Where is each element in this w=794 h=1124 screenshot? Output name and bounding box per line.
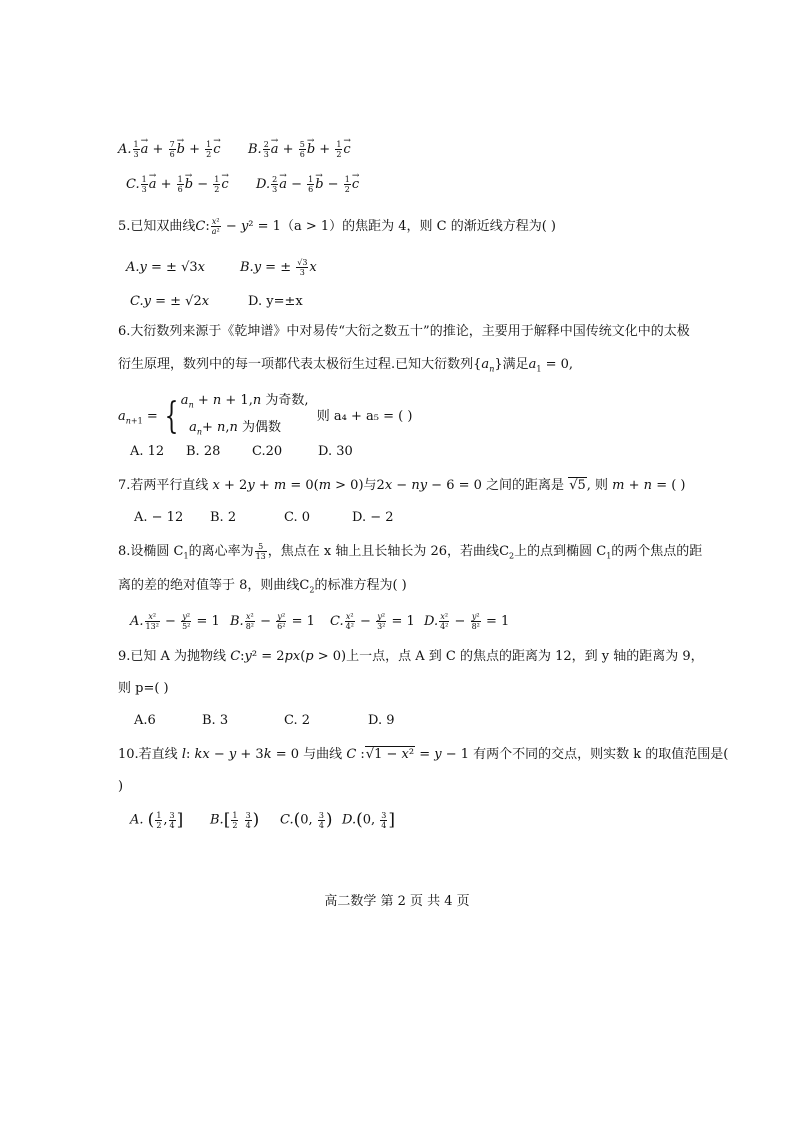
q5-option-a: A.y = ± √3x bbox=[126, 260, 205, 275]
q9-option-b: B. 3 bbox=[202, 713, 229, 728]
q9-option-d: D. 9 bbox=[368, 713, 395, 728]
q7-option-c: C. 0 bbox=[284, 510, 311, 525]
q4-option-a: A. $\frac{1}{3}$ → a + $\frac{7}{6}$ → b + $\frac{1}{2}$ → c bbox=[118, 140, 221, 160]
q10-line1: 10.若直线 l: kx − y + 3k = 0 与曲线 C :√1 − x² = y − 1 有两个不同的交点，则实数 k 的取值范围是( bbox=[118, 747, 729, 762]
q4-option-b: B. $\frac{2}{3}$ → a + $\frac{5}{6}$ → b + $\frac{1}{2}$ → c bbox=[248, 140, 351, 160]
q7-option-a: A. − 12 bbox=[134, 510, 184, 525]
q9-option-a: A.6 bbox=[134, 713, 156, 728]
q8-line2: 离的差的绝对值等于 8，则曲线$C_2$的标准方程为( ) bbox=[118, 578, 407, 595]
q8-option-a: A. $\frac{\text{x²}}{\text{13²}}$ − $\frac{\text{y²}}{\text{5²}}$ = 1 bbox=[130, 612, 220, 631]
q5-option-b: B.y = ± $\frac{√3}{3}$ x bbox=[240, 258, 317, 277]
q10-option-c: C.(0, $\frac{3}{4}$ ) bbox=[280, 810, 333, 830]
q7-option-d: D. − 2 bbox=[352, 510, 394, 525]
q6-line1: 6.大衍数列来源于《乾坤谱》中对易传“大衍之数五十”的推论，主要用于解释中国传统文化中的太极 bbox=[118, 324, 690, 339]
q7-option-b: B. 2 bbox=[210, 510, 237, 525]
q10-option-b: B.[ $\frac{1}{2}$ $\frac{3}{4}$ ) bbox=[210, 810, 260, 830]
q6-recurrence: $a_{n+1}$ = { $a_n + n + 1,n$ 为奇数, $a_n+ n,n$ 为偶数 则 a₄ + a₅ = ( ) bbox=[118, 393, 413, 437]
q9-line1: 9.已知 A 为抛物线 C:y² = 2px(p > 0)上一点，点 A 到 C 的焦点的距离为 12，到 y 轴的距离为 9， bbox=[118, 649, 704, 664]
q8-option-b: B. $\frac{\text{x²}}{\text{8²}}$ − $\frac{\text{y²}}{\text{6²}}$ = 1 bbox=[230, 612, 315, 631]
q4-option-d: D. $\frac{2}{3}$ → a − $\frac{1}{6}$ → b − $\frac{1}{2}$ → c bbox=[256, 175, 359, 195]
q6-option-b: B. 28 bbox=[186, 444, 221, 459]
q6-option-d: D. 30 bbox=[318, 444, 353, 459]
q5-option-d: D. y=±x bbox=[248, 294, 303, 309]
q6-line2: 衍生原理，数列中的每一项都代表太极衍生过程.已知大衍数列$\{a_n\}$满足$a_1 = 0$, bbox=[118, 357, 574, 374]
q6-option-c: C.20 bbox=[252, 444, 283, 459]
q10-option-a: A. ( $\frac{1}{2}$ , $\frac{3}{4}$ ] bbox=[130, 810, 184, 830]
q5-stem: 5.已知双曲线C: $\frac{\text{x²}}{\text{a²}}$ − y² = 1（a > 1）的焦距为 4，则 C 的渐近线方程为( ) bbox=[118, 217, 557, 236]
q8-option-d: D. $\frac{\text{x²}}{\text{4²}}$ − $\frac{\text{y²}}{\text{8²}}$ = 1 bbox=[424, 612, 510, 631]
q8-line1: 8.设椭圆 $C_1$的离心率为 $\frac{5}{13}$ ，焦点在 x 轴上且长轴长为 26，若曲线$C_2$上的点到椭圆 $C_1$的两个焦点的距 bbox=[118, 542, 703, 561]
q10-option-d: D.(0, $\frac{3}{4}$ ] bbox=[342, 810, 396, 830]
q7-stem: 7.若两平行直线 x + 2y + m = 0(m > 0)与2x − ny − 6 = 0 之间的距离是 √5, 则 m + n = ( ) bbox=[118, 478, 686, 493]
q4-option-c: C. $\frac{1}{3}$ → a + $\frac{1}{6}$ → b − $\frac{1}{2}$ → c bbox=[126, 175, 229, 195]
page-footer: 高二数学 第 2 页 共 4 页 bbox=[324, 894, 470, 909]
q9-option-c: C. 2 bbox=[284, 713, 311, 728]
q6-option-a: A. 12 bbox=[130, 444, 165, 459]
q10-line2: ) bbox=[118, 779, 124, 794]
q8-option-c: C. $\frac{\text{x²}}{\text{4²}}$ − $\frac{\text{y²}}{\text{3²}}$ = 1 bbox=[330, 612, 415, 631]
q5-option-c: C.y = ± √2x bbox=[130, 294, 210, 309]
q9-line2: 则 p=( ) bbox=[118, 681, 169, 696]
